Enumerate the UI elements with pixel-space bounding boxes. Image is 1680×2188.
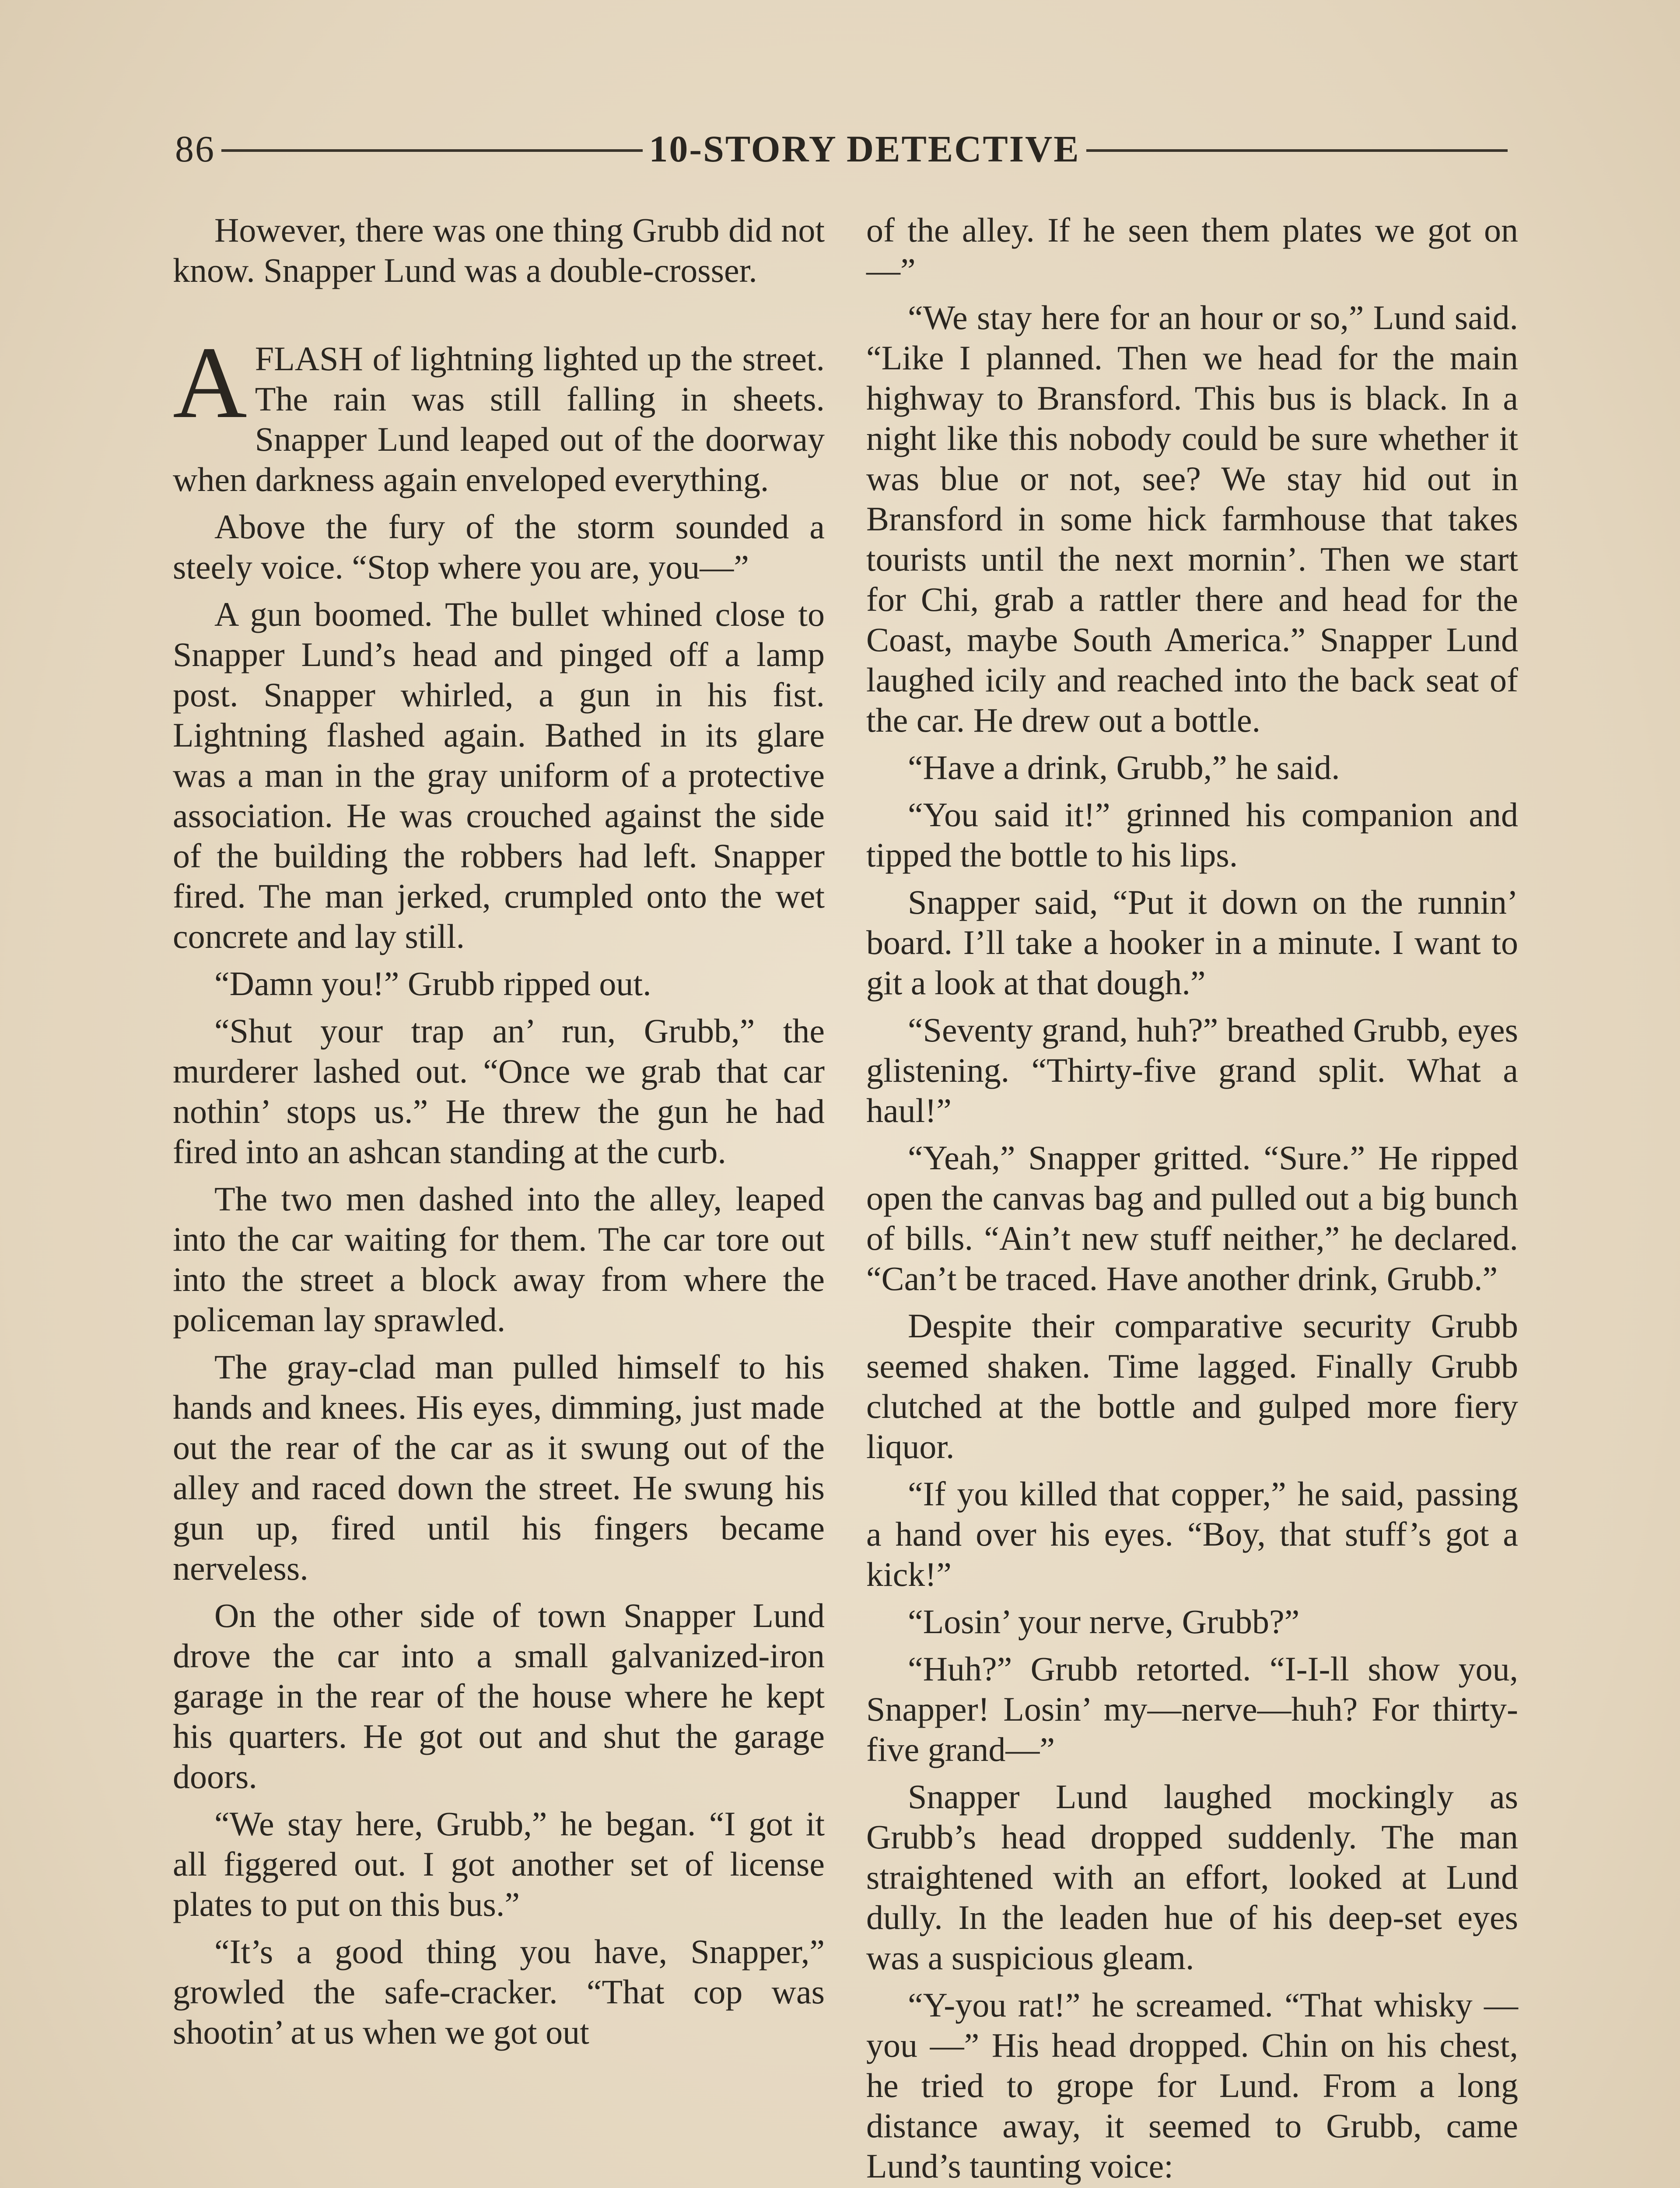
paragraph-with-drop-cap — [173, 326, 825, 500]
header-rule-left — [221, 149, 643, 152]
page-number: 86 — [175, 128, 215, 170]
paragraph: A gun boomed. The bullet whined close to Snapper Lund’s head and pinged off a lamp post. Snapper whirled, a gun in his fist. Lightning flashed again. Bathed in its glare was a man in the gray uniform of a protective association. He was crouched against the side of the building the robbers had left. Snapper fired. The man jerked, crumpled onto the wet concrete and lay still. — [173, 595, 825, 955]
paragraph: “Yeah,” Snapper gritted. “Sure.” He ripped open the canvas bag and pulled out a big bunch of bills. “Ain’t new stuff neither,” he declared. “Can’t be traced. Have another drink, Grubb.” — [866, 1139, 1518, 1297]
running-header — [175, 125, 1514, 173]
paragraph: “Have a drink, Grubb,” he said. — [908, 748, 1340, 786]
paragraph: Snapper said, “Put it down on the runnin’ board. I’ll take a hooker in a minute. I want to git a look at that dough.” — [866, 883, 1518, 1002]
paragraph-text: FLASH of lightning lighted up the street. The rain was still falling in sheets. Snapper Lund leaped out of the doorway when darkness again enveloped everything. — [173, 340, 825, 498]
paragraph-continued: of the alley. If he seen them plates we got on—” — [866, 211, 1518, 289]
drop-cap: A — [173, 326, 247, 439]
paragraph: “Losin’ your nerve, Grubb?” — [908, 1602, 1300, 1641]
paragraph: On the other side of town Snapper Lund drove the car into a small galvanized-iron garage in the rear of the house where he kept his quarters. He got out and shut the garage doors. — [173, 1596, 825, 1795]
paragraph: “Shut your trap an’ run, Grubb,” the murderer lashed out. “Once we grab that car nothin’ stops us.” He threw the gun he had fired into an ashcan standing at the curb. — [173, 1012, 825, 1171]
header-rule-right — [1086, 149, 1508, 152]
paragraph: Snapper Lund laughed mockingly as Grubb’s head dropped suddenly. The man straightened with an effort, looked at Lund dully. In the leaden hue of his deep-set eyes was a suspicious gleam. — [866, 1778, 1518, 1977]
right-column — [866, 210, 1518, 2188]
paragraph: “Y-you rat!” he screamed. “That whisky — you —” His head dropped. Chin on his chest, he tried to grope for Lund. From a long distance away, it seemed to Grubb, came Lund’s taunting voice: — [866, 1986, 1518, 2185]
left-column — [173, 210, 825, 2188]
paragraph: “If you killed that copper,” he said, passing a hand over his eyes. “Boy, that stuff’s got a kick!” — [866, 1475, 1518, 1593]
paragraph: “Seventy grand, huh?” breathed Grubb, eyes glistening. “Thirty-five grand split. What a haul!” — [866, 1011, 1518, 1129]
paragraph: “We stay here, Grubb,” he began. “I got it all figgered out. I got another set of license plates to put on this bus.” — [173, 1805, 825, 1923]
paragraph: The gray-clad man pulled himself to his hands and knees. His eyes, dimming, just made out the rear of the car as it swung out of the alley and raced down the street. He swung his gun up, fired until his fingers became nerveless. — [173, 1348, 825, 1587]
paragraph: Above the fury of the storm sounded a steely voice. “Stop where you are, you—” — [173, 508, 825, 586]
paragraph: Despite their comparative security Grubb seemed shaken. Time lagged. Finally Grubb clutched at the bottle and gulped more fiery liquor. — [866, 1307, 1518, 1466]
magazine-title: 10-STORY DETECTIVE — [649, 128, 1080, 170]
paragraph: “Damn you!” Grubb ripped out. — [214, 964, 651, 1003]
paragraph: “It’s a good thing you have, Snapper,” growled the safe-cracker. “That cop was shootin’ at us when we got out — [173, 1932, 825, 2051]
paragraph: “Huh?” Grubb retorted. “I-I-ll show you, Snapper! Losin’ my—nerve—huh? For thirty-five grand—” — [866, 1650, 1518, 1768]
paragraph: However, there was one thing Grubb did not know. Snapper Lund was a double-crosser. — [173, 211, 825, 289]
paragraph: “We stay here for an hour or so,” Lund said. “Like I planned. Then we head for the main highway to Bransford. This bus is black. In a night like this nobody could be sure whether it was blue or not, see? We stay hid out in Bransford in some hick farmhouse that takes tourists until the next mornin’. Then we start for Chi, grab a rattler there and head for the Coast, maybe South America.” Snapper Lund laughed icily and reached into the back seat of the car. He drew out a bottle. — [866, 298, 1518, 739]
paragraph: “You said it!” grinned his companion and tipped the bottle to his lips. — [866, 796, 1518, 874]
paragraph: The two men dashed into the alley, leaped into the car waiting for them. The car tore out into the street a block away from where the policeman lay sprawled. — [173, 1180, 825, 1339]
